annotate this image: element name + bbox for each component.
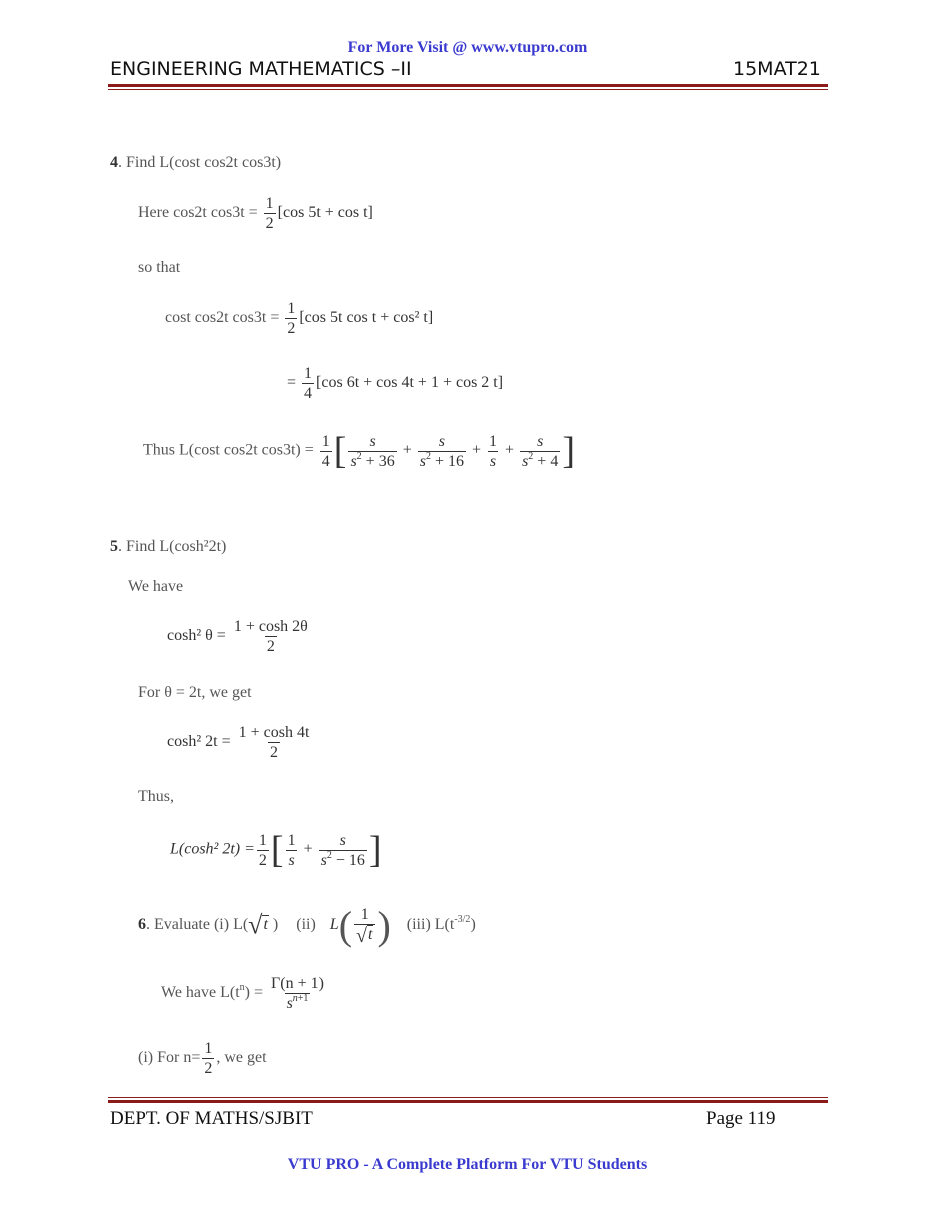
header-rule-thick xyxy=(108,84,828,87)
q5-thus: Thus, xyxy=(138,788,174,805)
q4-here-line: Here cos2t cos3t = $\frac{1}{2}$ [cos 5t + cos t] xyxy=(138,195,373,232)
q5-result: L(cosh² 2t) = $\frac{1}{2}$ [ $\frac{1}{s}$ + $\frac{s}{s^2 - 16}$ ] xyxy=(170,829,382,871)
q6-statement: 6. Evaluate (i) L(√t ) (ii) L( $\frac{1}{√t}$ ) (iii) $L(t^{-3/2})$ xyxy=(138,903,476,948)
footer-link[interactable]: VTU PRO - A Complete Platform For VTU Students xyxy=(287,1156,648,1173)
header-title: ENGINEERING MATHEMATICS –II xyxy=(110,58,412,80)
footer-rule-thick xyxy=(108,1100,828,1103)
q5-statement: 5. Find L(cosh²2t) xyxy=(110,538,227,555)
q5-we-have: We have xyxy=(128,578,184,595)
footer-dept: DEPT. OF MATHS/SJBIT xyxy=(110,1108,313,1129)
q4-so-that: so that xyxy=(138,259,181,276)
q4-result: Thus L(cost cos2t cos3t) = $\frac{1}{4}$ [ $\frac{s}{s^2 + 36}$ + $\frac{s}{s^2 + 16}$ + $\frac{1}{s}$ + $\frac{s}{s^2 + 4}$ ] xyxy=(143,430,575,472)
footer-rule-thin xyxy=(108,1097,828,1098)
header-rule-thin xyxy=(108,89,828,90)
q4-statement: 4. Find L(cost cos2t cos3t) xyxy=(110,154,282,171)
q6-for-n: (i) For n= $\frac{1}{2}$ , we get xyxy=(138,1040,267,1077)
q5-cosh-theta: cosh² θ = $\frac{1 + \cosh 2\theta}{2}$ xyxy=(167,618,308,655)
footer-page: Page 119 xyxy=(706,1108,776,1129)
top-link[interactable]: For More Visit @ www.vtupro.com xyxy=(347,39,588,56)
q4-line3: = $\frac{1}{4}$ [cos 6t + cos 4t + 1 + cos 2 t] xyxy=(287,365,504,402)
header-code: 15MAT21 xyxy=(733,58,821,80)
q5-cosh-2t: cosh² 2t = $\frac{1 + \cosh 4t}{2}$ xyxy=(167,724,310,761)
q4-line2: cost cos2t cos3t = $\frac{1}{2}$ [cos 5t cos t + cos² t] xyxy=(165,300,434,337)
q6-we-have: We have $L(t^n)$ = $\frac{\Gamma(n + 1)}{s^{n+1}}$ xyxy=(161,975,324,1012)
q5-for-theta: For θ = 2t, we get xyxy=(138,684,252,701)
